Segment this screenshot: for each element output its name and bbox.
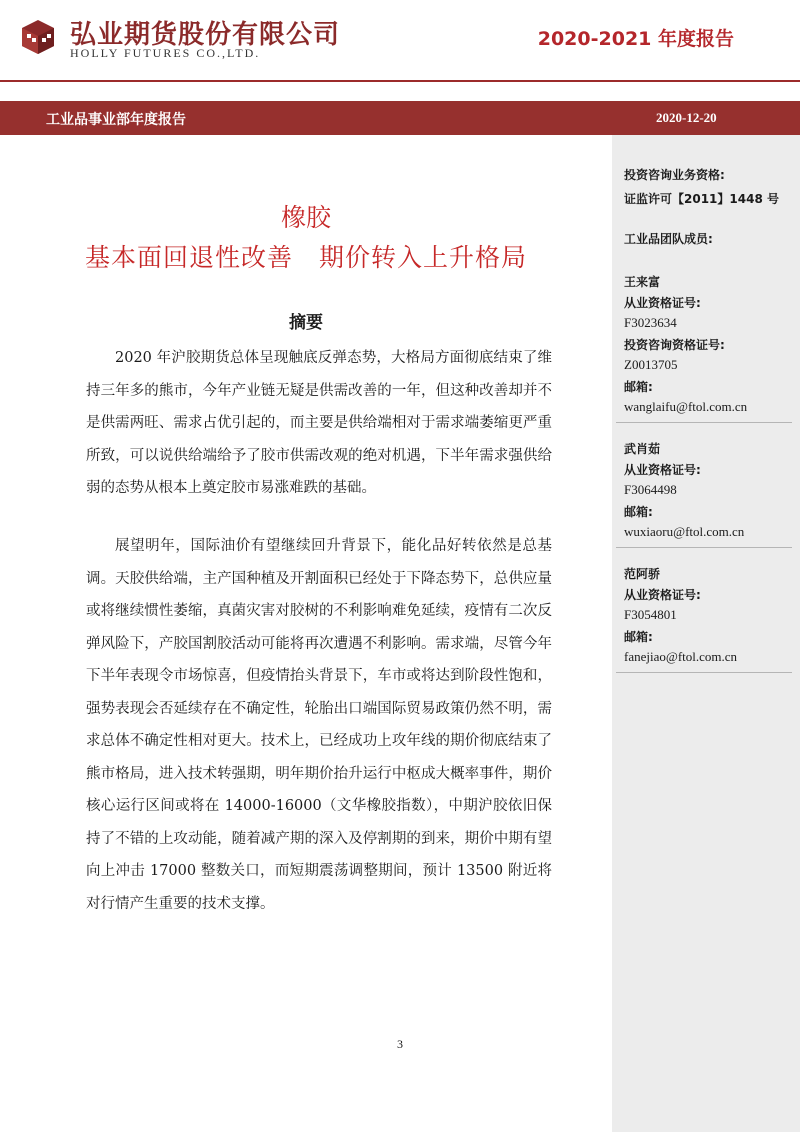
report-title: 橡胶: [280, 203, 331, 232]
cert-label: 从业资格证号:: [624, 463, 701, 477]
cert-number: F3054801: [624, 607, 677, 622]
advisory-label: 投资咨询资格证号:: [624, 338, 725, 352]
cert-number: F3064498: [624, 482, 677, 497]
outlook-paragraph: 展望明年，国际油价有望继续回升背景下，能化品好转依然是总基调。天胶供给端，主产国种植及开割面积已经处于下降态势下，总供应量或将继续惯性萎缩，真菌灾害对胶树的不利影响难免延续，疫情有二次反弹风险下，产胶国割胶活动可能将再次遭遇不利影响。需求端，尽管今年下半年表现令市场惊喜，但疫情抬头背景下，车市或将达到阶段性饱和，强势表现会否延续存在不确定性，轮胎出口端国际贸易政策仍然不明，需求总体不确定性相对更大。技术上，已经成功上攻年线的期价彻底结束了熊市格局，进入技术转强期，明年期价抬升运行中枢成大概率事件，期价核心运行区间或将在 14000-16000（文华橡胶指数），中期沪胶依旧保持了不错的上攻动能，随着减产期的深入及停割期的到来，期价中期有望向上冲击 17000 整数关口，而短期震荡调整期间，预计 13500 附近将对行情产生重要的技术支撑。: [86, 538, 552, 912]
sidebar-divider: [616, 422, 792, 423]
advisory-number: Z0013705: [624, 357, 678, 372]
abstract-paragraph: 2020 年沪胶期货总体呈现触底反弹态势，大格局方面彻底结束了维持三年多的熊市，今年产业链无疑是供需改善的一年，但这种改善却并不是供需两旺、需求占优引起的，而主要是供给端相对于需求端萎缩更严重所致，可以说供给端给予了胶市供需改观的绝对机遇，下半年需求强供给弱的态势从根本上奠定胶市易涨难跌的基础。: [86, 350, 552, 496]
abstract-heading: 摘要: [289, 313, 323, 333]
email-label: 邮箱:: [624, 630, 653, 644]
email-label: 邮箱:: [624, 505, 653, 519]
department-label: 工业品事业部年度报告: [46, 112, 186, 128]
email-label: 邮箱:: [624, 380, 653, 394]
cert-label: 从业资格证号:: [624, 296, 701, 310]
company-logo: [18, 16, 58, 56]
analyst-name: 王来富: [624, 275, 661, 289]
email-link[interactable]: fanejiao@ftol.com.cn: [624, 649, 738, 664]
brand-name-cn: 弘业期货股份有限公司: [70, 20, 341, 50]
sidebar-divider: [616, 672, 792, 673]
qualification-value: 证监许可【2011】1448 号: [624, 192, 779, 206]
email-link[interactable]: wuxiaoru@ftol.com.cn: [624, 524, 745, 539]
report-banner: [0, 101, 800, 135]
page-number: 3: [397, 1037, 403, 1051]
cert-number: F3023634: [624, 315, 677, 330]
qualification-label: 投资咨询业务资格:: [624, 168, 725, 182]
report-subtitle: 基本面回退性改善 期价转入上升格局: [84, 243, 527, 272]
analyst-name: 范阿骄: [624, 567, 661, 581]
sidebar-divider: [616, 547, 792, 548]
analyst-name: 武肖茹: [624, 442, 661, 456]
report-type: 2020-2021 年度报告: [537, 28, 734, 50]
report-date: 2020-12-20: [656, 110, 717, 125]
team-label: 工业品团队成员:: [624, 232, 713, 246]
email-link[interactable]: wanglaifu@ftol.com.cn: [624, 399, 748, 414]
brand-name-en: HOLLY FUTURES CO.,LTD.: [70, 46, 261, 60]
cert-label: 从业资格证号:: [624, 588, 701, 602]
header-divider: [0, 80, 800, 82]
